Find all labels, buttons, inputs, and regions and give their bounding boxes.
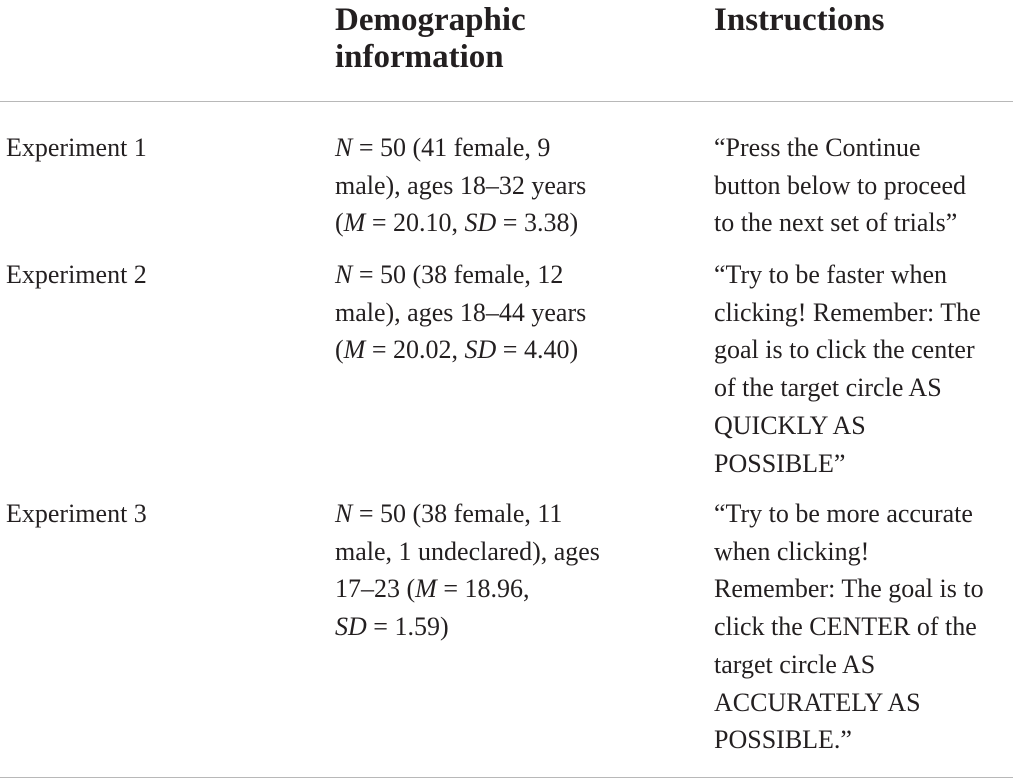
instructions-experiment-1: “Press the Continue button below to proceed to the next set of trials” <box>714 133 966 238</box>
instructions-experiment-3: “Try to be more accurate when clicking! Remember: The goal is to click the CENTER of the target circle AS ACCURATELY AS POSSIBLE.” <box>714 499 984 755</box>
header-instructions: Instructions <box>714 2 885 38</box>
row-label-experiment-3: Experiment 3 <box>6 499 147 528</box>
demographics-experiment-3: N = 50 (38 female, 11 male, 1 undeclared), ages 17–23 (M = 18.96, SD = 1.59) <box>335 499 600 642</box>
instructions-experiment-2: “Try to be faster when clicking! Remember: The goal is to click the center of the target circle AS QUICKLY AS POSSIBLE” <box>714 260 981 478</box>
row-label-experiment-2: Experiment 2 <box>6 260 147 289</box>
row-label-experiment-1: Experiment 1 <box>6 133 147 162</box>
header-divider <box>0 101 1013 102</box>
demographics-experiment-2: N = 50 (38 female, 12 male), ages 18–44 years (M = 20.02, SD = 4.40) <box>335 260 587 365</box>
demographics-experiment-1: N = 50 (41 female, 9 male), ages 18–32 years (M = 20.10, SD = 3.38) <box>335 133 587 238</box>
table-bottom-divider <box>0 777 1013 778</box>
header-demographic-information: Demographic information <box>335 2 526 75</box>
